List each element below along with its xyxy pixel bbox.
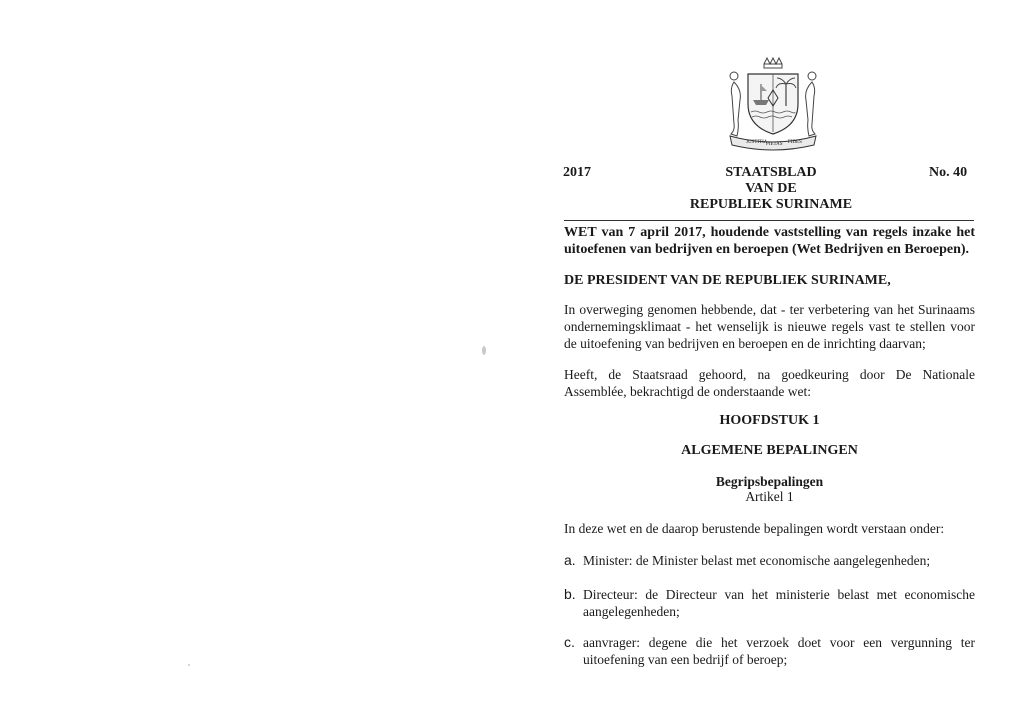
header-divider	[564, 220, 974, 221]
motto-left: JUSTITIA	[746, 140, 768, 145]
definition-text: Directeur: de Directeur van het ministerie belast met economische aangelegenheden;	[583, 587, 975, 619]
right-document-page	[512, 0, 1024, 724]
publication-line-2: VAN DE	[745, 181, 797, 196]
article-number: Artikel 1	[745, 489, 794, 504]
definition-text: Minister: de Minister belast met economische aangelegenheden;	[583, 553, 931, 568]
publication-title	[662, 165, 880, 213]
section-title: Begripsbepalingen	[715, 474, 824, 489]
definitions-intro: In deze wet en de daarop berustende bepalingen wordt verstaan onder:	[564, 521, 945, 536]
definition-marker: c.	[564, 634, 575, 650]
chapter-title: ALGEMENE BEPALINGEN	[681, 443, 858, 458]
chapter-heading: HOOFDSTUK 1	[719, 413, 820, 428]
scan-speck	[482, 346, 486, 355]
president-heading: DE PRESIDENT VAN DE REPUBLIEK SURINAME,	[564, 273, 891, 288]
definition-item	[564, 634, 975, 668]
publication-line-3: REPUBLIEK SURINAME	[689, 197, 853, 212]
scan-speck	[188, 664, 190, 666]
preamble-paragraph: In overweging genomen hebbende, dat - ter verbetering van het Surinaams ondernemingsklimaat - het wenselijk is nieuwe regels vast te stellen voor de uitoefening van bedrijven en beroepen en de inrichting daarvan;	[564, 302, 975, 351]
motto-right: FIDES	[788, 140, 802, 145]
publication-year: 2017	[563, 165, 591, 180]
definition-text: aanvrager: degene die het verzoek doet voor een vergunning ter uitoefening van een bedrijf of beroep;	[583, 635, 975, 667]
coat-of-arms-emblem	[720, 54, 826, 152]
enactment-paragraph: Heeft, de Staatsraad gehoord, na goedkeuring door De Nationale Assemblée, bekrachtigd de onderstaande wet:	[564, 367, 975, 399]
law-title: WET van 7 april 2017, houdende vaststelling van regels inzake het uitoefenen van bedrijven en beroepen (Wet Bedrijven en Beroepen).	[564, 225, 975, 257]
definition-marker: a.	[564, 552, 576, 568]
definition-item	[564, 552, 975, 569]
publication-number: No. 40	[929, 165, 968, 180]
definition-marker: b.	[564, 586, 576, 602]
publication-line-1: STAATSBLAD	[725, 165, 817, 180]
motto-center: PIETAS	[766, 142, 783, 147]
definition-item	[564, 586, 975, 620]
